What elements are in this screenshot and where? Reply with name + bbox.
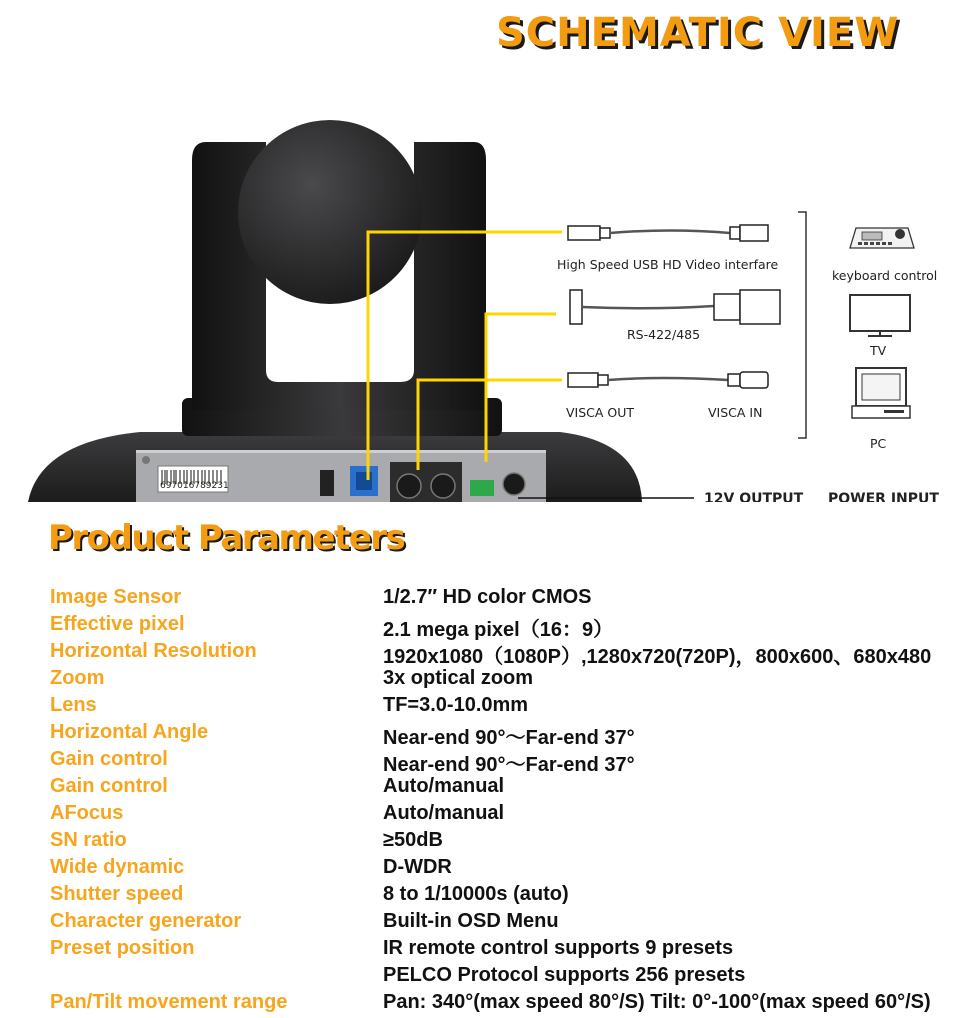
parameter-name: Horizontal Angle (50, 721, 209, 743)
tv-icon (850, 295, 910, 336)
parameter-name: Gain control (50, 775, 168, 797)
parameter-name: Zoom (50, 667, 105, 689)
schematic-illustration (0, 70, 960, 502)
parameter-value: IR remote control supports 9 presets (383, 937, 734, 959)
parameter-name: Effective pixel (50, 613, 185, 635)
parameter-name: Wide dynamic (50, 856, 185, 878)
parameter-name: Lens (50, 694, 97, 716)
tv-label: TV (870, 343, 887, 358)
parameter-value: 3x optical zoom (383, 667, 534, 689)
device-bracket (798, 212, 806, 438)
parameter-row (0, 991, 960, 1018)
parameter-row (0, 613, 960, 640)
parameter-row (0, 883, 960, 910)
parameter-row (0, 694, 960, 721)
parameter-value: Auto/manual (383, 775, 505, 797)
parameter-value: Near-end 90°～Far-end 37° (383, 727, 635, 749)
camera-head (182, 120, 502, 436)
parameter-row (0, 640, 960, 667)
parameter-row (0, 910, 960, 937)
parameter-name: Character generator (50, 910, 242, 932)
parameter-name: Pan/Tilt movement range (50, 991, 288, 1013)
parameter-name: SN ratio (50, 829, 127, 851)
parameter-value: Pan: 340°(max speed 80°/S) Tilt: 0°-100°(max speed 60°/S) (383, 991, 931, 1013)
parameter-value: Near-end 90°～Far-end 37° (383, 754, 635, 776)
parameter-value: D-WDR (383, 856, 452, 878)
parameter-row (0, 667, 960, 694)
pc-label: PC (870, 436, 887, 451)
pc-icon (852, 368, 910, 418)
parameter-name: AFocus (50, 802, 124, 824)
parameter-row (0, 586, 960, 613)
visca-in-label: VISCA IN (708, 405, 763, 420)
parameter-value: ≥50dB (383, 829, 443, 851)
parameter-name: Gain control (50, 748, 168, 770)
parameter-row (0, 775, 960, 802)
parameter-name: Preset position (50, 937, 195, 959)
parameter-name: Horizontal Resolution (50, 640, 257, 662)
product-parameters-section (0, 502, 960, 1013)
parameter-row (0, 829, 960, 856)
parameter-row (0, 964, 960, 991)
parameter-value: Auto/manual (383, 802, 505, 824)
camera-base (28, 432, 642, 502)
parameter-row (0, 856, 960, 883)
parameter-row (0, 748, 960, 775)
power-input-label: POWER INPUT (828, 491, 939, 502)
parameter-table (0, 586, 960, 1018)
rs485-cable-icon (570, 290, 780, 324)
parameter-row (0, 721, 960, 748)
visca-cable-icon (568, 372, 768, 388)
parameter-value: TF=3.0-10.0mm (383, 694, 529, 716)
usb-cable-icon (568, 225, 768, 241)
parameter-value: 8 to 1/10000s (auto) (383, 883, 569, 905)
parameter-name: Image Sensor (50, 586, 182, 608)
parameter-value: Built-in OSD Menu (383, 910, 559, 932)
keyboard-control-label: keyboard control (832, 268, 938, 283)
parameter-row (0, 802, 960, 829)
parameter-value: 1920x1080（1080P）,1280x720(720P)，800x600、680x480 (383, 646, 932, 668)
usb-label: High Speed USB HD Video interfare (557, 257, 779, 272)
schematic-view-title: SCHEMATIC VIEW (496, 10, 900, 56)
parameter-value: 2.1 mega pixel（16：9） (383, 619, 614, 641)
keyboard-control-icon (850, 228, 914, 248)
rs485-label: RS-422/485 (627, 327, 701, 342)
parameter-value: 1/2.7″ HD color CMOS (383, 586, 592, 608)
parameter-name: Shutter speed (50, 883, 184, 905)
barcode-number: 697016789231 (160, 481, 229, 491)
product-parameters-title: Product Parameters (48, 518, 405, 558)
schematic-diagram (0, 70, 960, 502)
parameter-value: PELCO Protocol supports 256 presets (383, 964, 746, 986)
parameter-row (0, 937, 960, 964)
12v-output-label: 12V OUTPUT (704, 491, 804, 502)
visca-out-label: VISCA OUT (566, 405, 635, 420)
